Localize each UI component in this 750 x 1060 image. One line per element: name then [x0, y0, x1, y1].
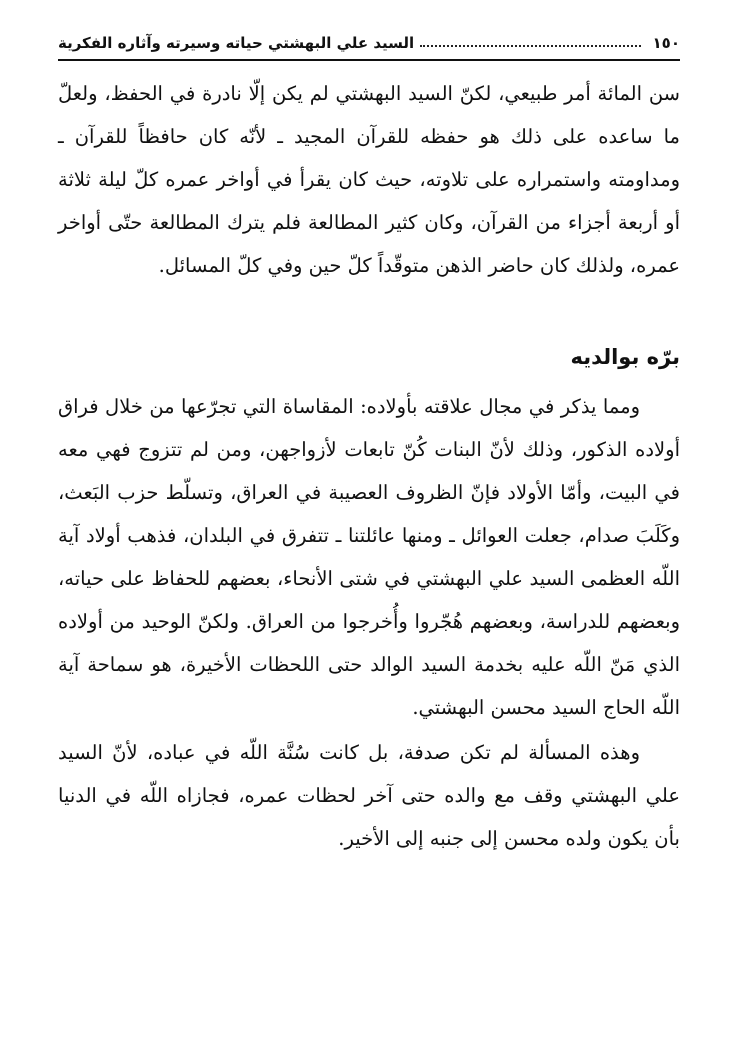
body-paragraph: وهذه المسألة لم تكن صدفة، بل كانت سُنَّة اللّه في عباده، لأنّ السيد علي البهشتي وقف مع والده حتى آخر لحظات عمره، فجازاه اللّه في الدنيا بأن يكون ولده محسن إلى جنبه إلى الأخير.	[58, 741, 680, 850]
body-paragraph: سن المائة أمر طبيعي، لكنّ السيد البهشتي لم يكن إلّا نادرة في الحفظ، ولعلّ ما ساعده على ذلك هو حفظه للقرآن المجيد ـ لأنّه كان حافظاً للقرآن ـ ومداومته واستمراره على تلاوته، حيث كان يقرأ في أواخر عمره كلّ ليلة ثلاثة أو أربعة أجزاء من القرآن، وكان كثير المطالعة فلم يترك المطالعة حتّى أواخر عمره، ولذلك كان حاضر الذهن متوقّداً كلّ حين وفي كلّ المسائل.	[58, 82, 680, 277]
page-number: ١٥٠	[652, 34, 680, 52]
header-rule	[58, 59, 680, 61]
page-body	[58, 72, 680, 860]
body-paragraph: ومما يذكر في مجال علاقته بأولاده: المقاساة التي تجرّعها من خلال فراق أولاده الذكور، وذلك لأنّ البنات كُنّ تابعات لأزواجهن، ومن لم تتزوج فهي معه في البيت، وأمّا الأولاد فإنّ الظروف العصيبة في العراق، وتسلّط حزب البَعث، وكَلَبَ صدام، جعلت العوائل ـ ومنها عائلتنا ـ تتفرق في البلدان، فذهب أولاد آية اللّه العظمى السيد علي البهشتي في شتى الأنحاء، بعضهم للحفاظ على حياته، وبعضهم للدراسة، وبعضهم هُجّروا وأُخرجوا من العراق. ولكنّ الوحيد من أولاده الذي مَنّ اللّه عليه بخدمة السيد الوالد حتى اللحظات الأخيرة، هو سماحة آية اللّه الحاج السيد محسن البهشتي.	[58, 395, 680, 719]
running-header	[58, 28, 680, 58]
running-title: السيد علي البهشتي حياته وسيرته وآثاره الفكرية	[58, 34, 415, 52]
header-leader-dots	[420, 45, 640, 47]
section-heading: برّه بوالديه	[570, 345, 680, 369]
